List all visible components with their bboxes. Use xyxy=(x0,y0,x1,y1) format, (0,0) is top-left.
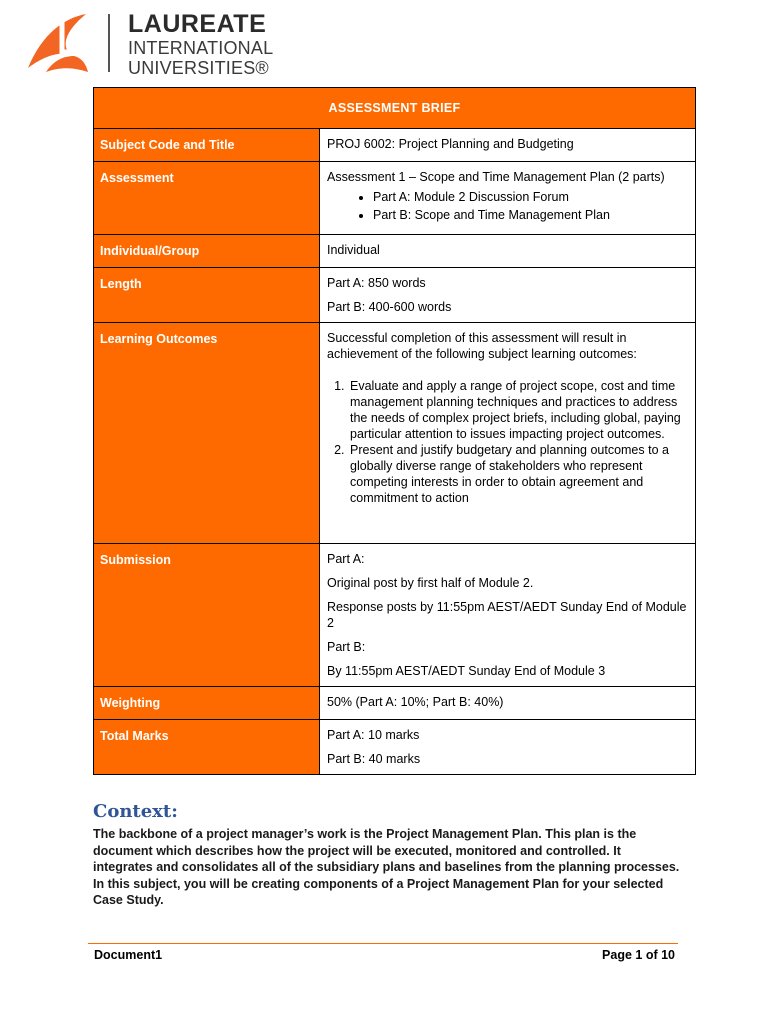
brief-title: ASSESSMENT BRIEF xyxy=(94,88,696,129)
logo-line-2: INTERNATIONAL xyxy=(128,38,274,58)
length-part-a: Part A: 850 words xyxy=(327,276,426,290)
context-heading: Context: xyxy=(93,801,178,822)
individual-row xyxy=(94,235,696,268)
outcomes-label: Learning Outcomes xyxy=(94,323,320,544)
assessment-label: Assessment xyxy=(94,162,320,235)
list-item: • Part B: Scope and Time Management Plan xyxy=(373,207,688,223)
footer-page-number: Page 1 of 10 xyxy=(602,948,675,962)
marks-row xyxy=(94,720,696,775)
logo-divider xyxy=(108,14,110,72)
subject-row xyxy=(94,129,696,162)
subject-value: PROJ 6002: Project Planning and Budgeting xyxy=(320,129,696,162)
marks-cell xyxy=(320,720,696,775)
marks-part-b: Part B: 40 marks xyxy=(327,752,421,766)
submission-label: Submission xyxy=(94,544,320,687)
marks-label: Total Marks xyxy=(94,720,320,775)
laureate-logo-mark-icon xyxy=(24,12,94,74)
submission-row xyxy=(94,544,696,687)
logo-line-1: LAUREATE xyxy=(128,10,267,38)
list-item: 1. Evaluate and apply a range of project scope, cost and time management planning techniques and practices to address the needs of complex project briefs, including global, paying particular attention to issues impacting project outcomes. xyxy=(348,378,688,442)
submission-part-b-label: Part B: xyxy=(327,640,366,654)
list-item: 2. Present and justify budgetary and planning outcomes to a globally diverse range of stakeholders who represent competing interests in order to obtain agreement and commitment to action xyxy=(348,442,688,506)
weighting-value: 50% (Part A: 10%; Part B: 40%) xyxy=(320,687,696,720)
list-item: • Part A: Module 2 Discussion Forum xyxy=(373,189,688,205)
marks-part-a: Part A: 10 marks xyxy=(327,728,420,742)
length-row xyxy=(94,268,696,323)
logo-line-3: UNIVERSITIES® xyxy=(128,58,269,78)
outcomes-intro: Successful completion of this assessment will result in achievement of the following subject learning outcomes: xyxy=(327,331,637,361)
length-cell xyxy=(320,268,696,323)
subject-label: Subject Code and Title xyxy=(94,129,320,162)
submission-part-a-label: Part A: xyxy=(327,552,365,566)
brief-header-row xyxy=(94,88,696,129)
submission-cell xyxy=(320,544,696,687)
length-part-b: Part B: 400-600 words xyxy=(327,300,452,314)
submission-part-a-line1: Original post by first half of Module 2. xyxy=(327,576,534,590)
individual-value: Individual xyxy=(320,235,696,268)
assessment-cell xyxy=(320,162,696,235)
outcomes-row xyxy=(94,323,696,544)
assessment-row xyxy=(94,162,696,235)
outcomes-list xyxy=(327,378,688,506)
individual-label: Individual/Group xyxy=(94,235,320,268)
laureate-logo xyxy=(24,12,284,76)
footer-document-name: Document1 xyxy=(94,948,163,962)
submission-part-a-line2: Response posts by 11:55pm AEST/AEDT Sunday End of Module 2 xyxy=(327,600,687,630)
assessment-brief-table xyxy=(93,87,696,775)
footer-divider xyxy=(88,943,678,944)
assessment-parts-list xyxy=(327,189,688,223)
context-paragraph: The backbone of a project manager’s work is the Project Management Plan. This plan is the document which describes how the project will be executed, monitored and controlled. It integrates and consolidates all of the subsidiary plans and baselines from the planning processes. In this subject, you will be creating components of a Project Management Plan for your selected Case Study. xyxy=(93,827,680,908)
assessment-value: Assessment 1 – Scope and Time Management Plan (2 parts) xyxy=(327,170,665,184)
weighting-row xyxy=(94,687,696,720)
submission-part-b-line1: By 11:55pm AEST/AEDT Sunday End of Module 3 xyxy=(327,664,606,678)
weighting-label: Weighting xyxy=(94,687,320,720)
outcomes-cell xyxy=(320,323,696,544)
logo-wordmark xyxy=(128,12,273,77)
length-label: Length xyxy=(94,268,320,323)
